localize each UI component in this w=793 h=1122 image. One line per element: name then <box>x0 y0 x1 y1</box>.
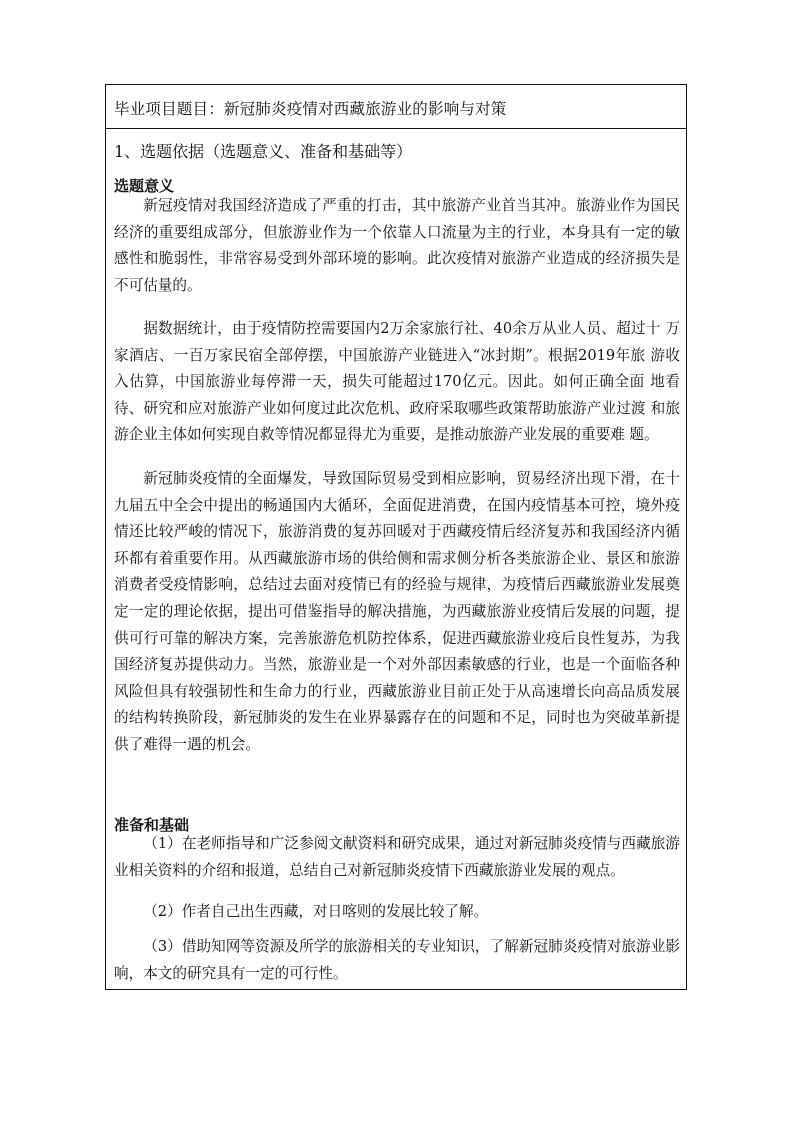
significance-heading: 选题意义 <box>114 177 175 195</box>
preparation-item: （3）借助知网等资源及所学的旅游相关的专业知识，了解新冠肺炎疫情对旅游业影响，本文的研究具有一定的可行性。 <box>114 938 680 982</box>
preparation-heading: 准备和基础 <box>114 816 190 834</box>
section-1-heading: 1、选题依据（选题意义、准备和基础等） <box>114 142 413 161</box>
preparation-item: （1）在老师指导和广泛参阅文献资料和研究成果，通过对新冠肺炎疫情与西藏旅游业相关资料的介绍和报道，总结自己对新冠肺炎疫情下西藏旅游业发展的观点。 <box>114 835 680 879</box>
proposal-table <box>105 84 687 990</box>
project-title: 毕业项目题目：新冠肺炎疫情对西藏旅游业的影响与对策 <box>114 100 507 118</box>
significance-paragraph: 据数据统计，由于疫情防控需要国内2万余家旅行社、40余万从业人员、超过十 万家酒店、一百万家民宿全部停摆，中国旅游产业链进入“冰封期”。根据2019年旅 游收入估算，中国旅游业每停滞一天，损失可能超过170亿元。因此。如何正确全面 地看待、研究和应对旅游产业如何度过此次危机、政府采取哪些政策帮助旅游产业过渡 和旅游企业主体如何实现自救等情况都显得尤为重要，是推动旅游产业发展的重要难 题。 <box>114 320 680 444</box>
preparation-item: （2）作者自己出生西藏，对日喀则的发展比较了解。 <box>143 903 489 920</box>
project-title-row <box>106 85 686 129</box>
significance-paragraph: 新冠疫情对我国经济造成了严重的打击，其中旅游产业首当其冲。旅游业作为国民经济的重要组成部分，但旅游业作为一个依靠人口流量为主的行业，本身具有一定的敏感性和脆弱性，非常容易受到外部环境的影响。此次疫情对旅游产业造成的经济损失是不可估量的。 <box>114 197 680 294</box>
significance-paragraph: 新冠肺炎疫情的全面爆发，导致国际贸易受到相应影响，贸易经济出现下滑，在十九届五中全会中提出的畅通国内大循环，全面促进消费，在国内疫情基本可控，境外疫情还比较严峻的情况下，旅游消费的复苏回暖对于西藏疫情后经济复苏和我国经济内循环都有着重要作用。从西藏旅游市场的供给侧和需求侧分析各类旅游企业、景区和旅游消费者受疫情影响，总结过去面对疫情已有的经验与规律，为疫情后西藏旅游业发展奠定一定的理论依据，提出可借鉴指导的解决措施，为西藏旅游业疫情后发展的问题，提供可行可靠的解决方案，完善旅游危机防控体系，促进西藏旅游业疫后良性复苏，为我国经济复苏提供动力。当然，旅游业是一个对外部因素敏感的行业，也是一个面临各种风险但具有较强韧性和生命力的行业，西藏旅游业目前正处于从高速增长向高品质发展的结构转换阶段，新冠肺炎的发生在业界暴露存在的问题和不足，同时也为突破革新提供了难得一遇的机会。 <box>114 470 680 753</box>
